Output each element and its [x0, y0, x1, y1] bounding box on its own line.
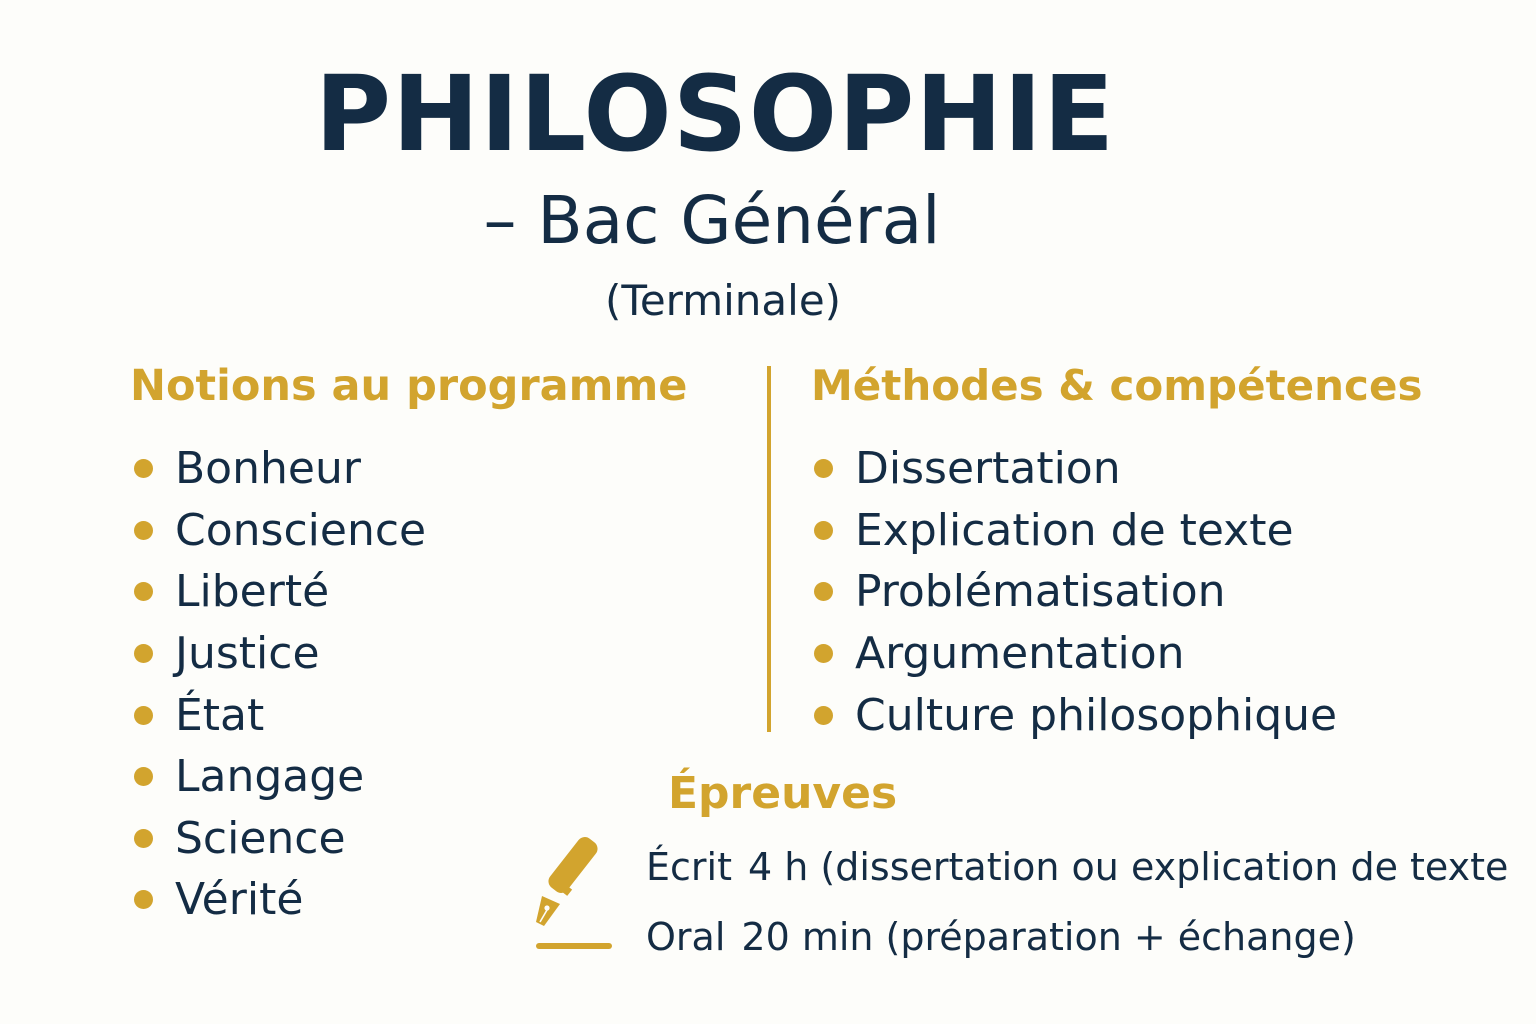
- list-item: [814, 623, 1337, 685]
- bullet-icon: [814, 706, 833, 725]
- list-item: [814, 438, 1337, 500]
- bullet-icon: [134, 459, 153, 478]
- list-item: [134, 438, 426, 500]
- notion-label: Bonheur: [175, 443, 361, 495]
- notion-label: Justice: [175, 628, 320, 680]
- list-item: [814, 500, 1337, 562]
- bullet-icon: [814, 521, 833, 540]
- list-item: [134, 500, 426, 562]
- bullet-icon: [134, 890, 153, 909]
- list-item: [134, 808, 426, 870]
- bullet-icon: [134, 706, 153, 725]
- notion-label: Science: [175, 812, 346, 864]
- notions-list: [134, 438, 426, 931]
- exam-detail: 20 min (préparation + échange): [741, 915, 1356, 959]
- method-label: Culture philosophique: [855, 689, 1338, 741]
- page-title: PHILOSOPHIE: [314, 53, 1116, 175]
- page-subtitle: – Bac Général: [483, 182, 941, 259]
- bullet-icon: [814, 459, 833, 478]
- column-divider: [767, 366, 771, 732]
- bullet-icon: [134, 582, 153, 601]
- bullet-icon: [134, 829, 153, 848]
- bullet-icon: [134, 767, 153, 786]
- notions-heading: Notions au programme: [130, 361, 688, 411]
- method-label: Explication de texte: [855, 504, 1294, 556]
- exam-detail: 4 h (dissertation ou explication de texte: [747, 845, 1509, 889]
- exam-oral: [646, 915, 1356, 959]
- notion-label: Vérité: [175, 874, 304, 926]
- notion-label: Conscience: [175, 504, 427, 556]
- methods-list: [814, 438, 1337, 746]
- bullet-icon: [814, 644, 833, 663]
- class-level: (Terminale): [604, 276, 842, 325]
- notion-label: État: [175, 689, 265, 741]
- list-item: [134, 684, 426, 746]
- exams-heading: Épreuves: [668, 768, 898, 819]
- list-item: [134, 746, 426, 808]
- bullet-icon: [134, 644, 153, 663]
- bullet-icon: [134, 521, 153, 540]
- list-item: [814, 561, 1337, 623]
- list-item: [134, 561, 426, 623]
- list-item: [134, 869, 426, 931]
- exam-type-label: Oral: [646, 915, 726, 959]
- exam-written: [646, 845, 1509, 889]
- methods-heading: Méthodes & compétences: [811, 361, 1423, 410]
- bullet-icon: [814, 582, 833, 601]
- notion-label: Langage: [175, 751, 365, 803]
- list-item: [814, 684, 1337, 746]
- exam-type-label: Écrit: [646, 845, 732, 889]
- method-label: Argumentation: [855, 628, 1185, 680]
- notion-label: Liberté: [175, 566, 330, 618]
- list-item: [134, 623, 426, 685]
- method-label: Dissertation: [855, 443, 1121, 495]
- method-label: Problématisation: [855, 566, 1226, 618]
- fountain-pen-icon: [530, 830, 630, 960]
